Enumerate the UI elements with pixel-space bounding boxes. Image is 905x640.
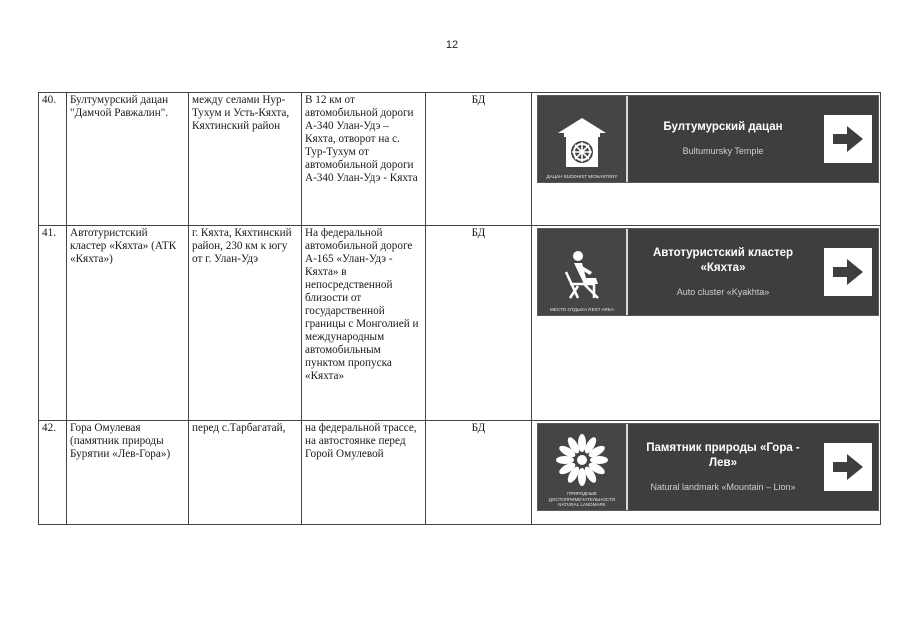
sign-subtitle: Natural landmark «Mountain – Lion» xyxy=(650,481,796,492)
row-number: 41. xyxy=(39,226,67,421)
sign-text-panel xyxy=(628,424,818,510)
register-table xyxy=(38,92,881,525)
road-type-code: БД xyxy=(426,226,532,421)
page-number: 12 xyxy=(445,39,459,51)
table-row xyxy=(39,226,881,421)
table-row xyxy=(39,421,881,525)
road-type-code: БД xyxy=(426,93,532,226)
object-location: между селами Нур-Тухум и Усть-Кяхта, Кяхтинский район xyxy=(189,93,302,226)
flower-icon xyxy=(554,432,610,488)
arrow-right-icon xyxy=(824,248,872,296)
sign-pictogram-panel xyxy=(538,229,628,315)
temple-dharma-wheel-icon xyxy=(554,115,610,171)
object-name: Гора Омулевая (памятник природы Бурятии «Лев-Гора») xyxy=(67,421,189,525)
sign-pictogram-panel xyxy=(538,424,628,510)
pictogram-caption: ДАЦАН BUDDHIST MONASTERY xyxy=(546,173,618,179)
road-sign xyxy=(537,423,879,511)
sign-title: Памятник природы «Гора - Лев» xyxy=(646,441,800,469)
arrow-right-icon xyxy=(824,115,872,163)
sign-cell xyxy=(532,421,881,525)
sign-title: Бултумурский дацан xyxy=(663,121,783,133)
object-name: Автотуристский кластер «Кяхта» (АТК «Кяхта») xyxy=(67,226,189,421)
sign-text-panel xyxy=(628,229,818,315)
arrow-right-icon xyxy=(824,443,872,491)
object-location: г. Кяхта, Кяхтинский район, 230 км к югу от г. Улан-Удэ xyxy=(189,226,302,421)
sign-subtitle: Auto cluster «Kyakhta» xyxy=(676,286,770,297)
object-name: Бултумурский дацан "Дамчой Равжалин". xyxy=(67,93,189,226)
seated-person-icon xyxy=(554,248,610,304)
sign-subtitle: Bultumursky Temple xyxy=(682,146,764,156)
table-row xyxy=(39,93,881,226)
row-number: 40. xyxy=(39,93,67,226)
sign-cell xyxy=(532,226,881,421)
row-number: 42. xyxy=(39,421,67,525)
road-type-code: БД xyxy=(426,421,532,525)
sign-arrow-panel xyxy=(818,229,878,315)
sign-placement: На федеральной автомобильной дороге А-165 «Улан-Удэ - Кяхта» в непосредственной близости от государственной границы с Монголией и международным автомобильным пунктом пропуска «Кяхта» xyxy=(302,226,426,421)
sign-pictogram-panel xyxy=(538,96,628,182)
road-sign xyxy=(537,228,879,316)
sign-arrow-panel xyxy=(818,424,878,510)
sign-placement: на федеральной трассе, на автостоянке перед Горой Омулевой xyxy=(302,421,426,525)
road-sign xyxy=(537,95,879,183)
sign-placement: В 12 км от автомобильной дороги А-340 Улан-Удэ – Кяхта, отворот на с. Тур-Тухум от автомобильной дороги А-340 Улан-Удэ - Кяхта xyxy=(302,93,426,226)
pictogram-caption: ПРИРОДНЫЕ ДОСТОПРИМЕЧАТЕЛЬНОСТИ NATURAL LANDMARK xyxy=(548,491,616,507)
sign-text-panel xyxy=(628,96,818,182)
pictogram-caption: МЕСТО ОТДЫХА REST AREA xyxy=(549,306,614,312)
sign-cell xyxy=(532,93,881,226)
object-location: перед с.Тарбагатай, xyxy=(189,421,302,525)
sign-arrow-panel xyxy=(818,96,878,182)
sign-title: Автотуристский кластер «Кяхта» xyxy=(652,246,794,274)
